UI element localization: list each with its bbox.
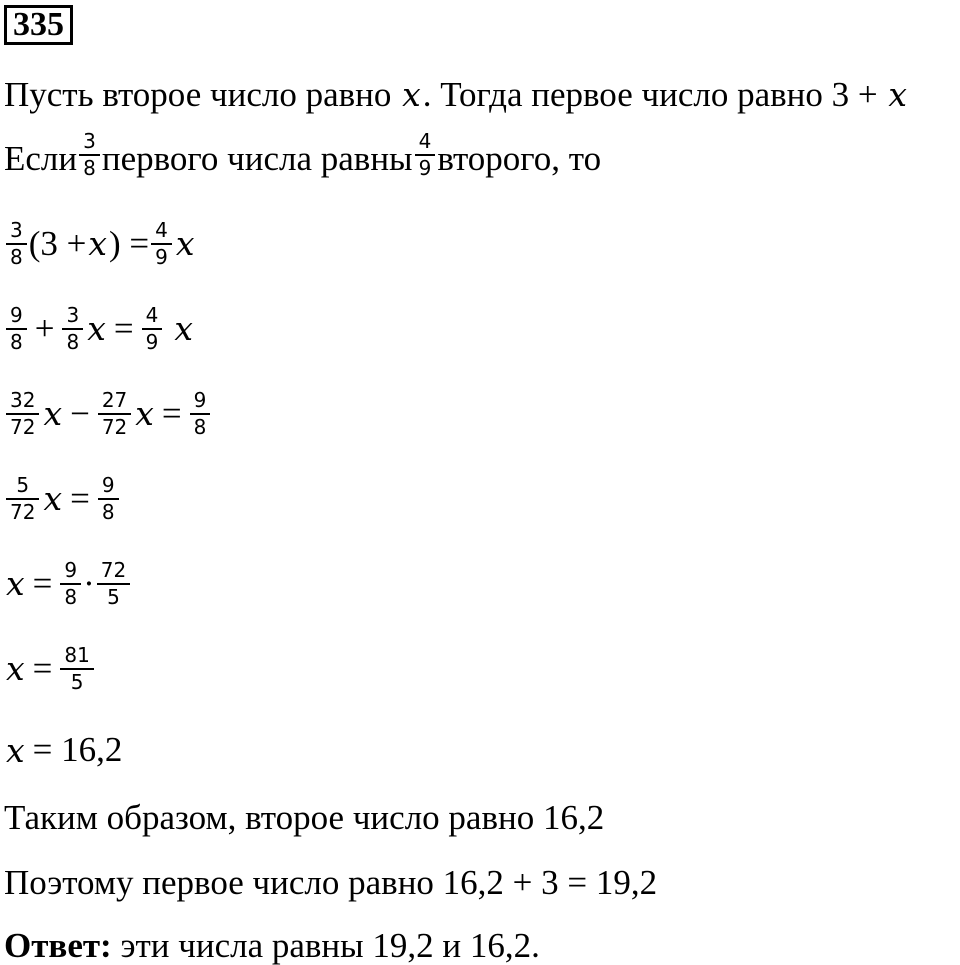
denominator: 9 (155, 244, 168, 269)
condition-text-3: второго, то (437, 138, 602, 178)
denominator: 8 (66, 329, 80, 354)
expression-part: (3 + (28, 223, 87, 263)
condition-text-1: Если (4, 138, 78, 178)
equation-1 (4, 220, 197, 268)
answer-text: эти числа равны 19,2 и 16,2. (111, 926, 540, 965)
denominator: 5 (107, 584, 120, 609)
denominator: 8 (10, 329, 23, 354)
variable-x: x (135, 394, 154, 434)
numerator: 32 (10, 388, 36, 412)
denominator: 72 (101, 414, 128, 439)
numerator: 72 (100, 558, 127, 582)
fraction (8, 390, 37, 438)
variable-x: x (6, 730, 25, 770)
fraction (153, 220, 170, 268)
condition-line (4, 129, 602, 183)
operator: · (83, 563, 95, 603)
numerator: 9 (193, 388, 207, 412)
variable-x: x (174, 309, 193, 349)
denominator: 8 (101, 499, 115, 524)
operator: = (113, 308, 134, 348)
fraction (417, 131, 434, 179)
denominator: 9 (145, 329, 159, 354)
denominator: 8 (193, 414, 207, 439)
denominator: 8 (83, 155, 96, 180)
operator: = (70, 478, 90, 518)
intro-rest: . Тогда первое число равно 3 + (422, 75, 878, 114)
fraction (62, 645, 91, 693)
denominator: 8 (64, 584, 78, 609)
denominator: 72 (10, 499, 36, 524)
fraction (64, 305, 81, 353)
denominator: 5 (70, 669, 84, 694)
numerator: 4 (145, 303, 159, 327)
variable-x: x (402, 75, 421, 114)
fraction (99, 560, 128, 608)
numerator: 5 (16, 473, 30, 497)
numerator: 81 (64, 643, 90, 667)
operator: = (32, 563, 53, 603)
numerator: 9 (64, 558, 78, 582)
result-line-1: Таким образом, второе число равно 16,2 (4, 798, 605, 837)
answer-label: Ответ: (4, 926, 112, 965)
numerator: 3 (83, 129, 96, 153)
operator: = (32, 648, 53, 688)
fraction (8, 305, 25, 353)
numerator: 4 (155, 218, 168, 242)
fraction (8, 475, 37, 523)
intro-line (4, 77, 909, 112)
answer-line (4, 928, 540, 963)
numerator: 9 (101, 473, 115, 497)
denominator: 8 (10, 244, 23, 269)
fraction (144, 305, 161, 353)
fraction (100, 475, 117, 523)
variable-x: x (6, 649, 25, 689)
operator: + (34, 308, 55, 348)
problem-number: 335 (4, 5, 73, 45)
equation-5 (4, 560, 132, 608)
equation-7 (4, 730, 122, 770)
expression-part: ) = (109, 223, 150, 263)
operator: = (161, 393, 182, 433)
variable-x: x (888, 75, 907, 114)
numerator: 3 (10, 218, 23, 242)
numerator: 4 (418, 129, 432, 153)
equation-4 (4, 475, 121, 523)
result-line-2: Поэтому первое число равно 16,2 + 3 = 19,2 (4, 863, 658, 902)
fraction (8, 220, 25, 268)
denominator: 72 (10, 414, 36, 439)
fraction (100, 390, 129, 438)
variable-x: x (87, 309, 106, 349)
numerator: 3 (66, 303, 80, 327)
equation-6 (4, 645, 96, 693)
numerator: 27 (101, 388, 128, 412)
variable-x: x (175, 224, 195, 264)
equation-2 (4, 305, 195, 353)
denominator: 9 (418, 155, 432, 180)
fraction (192, 390, 209, 438)
operator: − (70, 393, 90, 433)
fraction (81, 131, 98, 179)
fraction (62, 560, 79, 608)
variable-x: x (43, 479, 63, 519)
equation-3 (4, 390, 212, 438)
variable-x: x (43, 394, 63, 434)
expression-part: = 16,2 (32, 730, 123, 769)
condition-text-2: первого числа равны (101, 138, 413, 178)
variable-x: x (88, 224, 108, 264)
numerator: 9 (10, 303, 23, 327)
intro-text: Пусть второе число равно (4, 75, 392, 114)
variable-x: x (6, 564, 25, 604)
